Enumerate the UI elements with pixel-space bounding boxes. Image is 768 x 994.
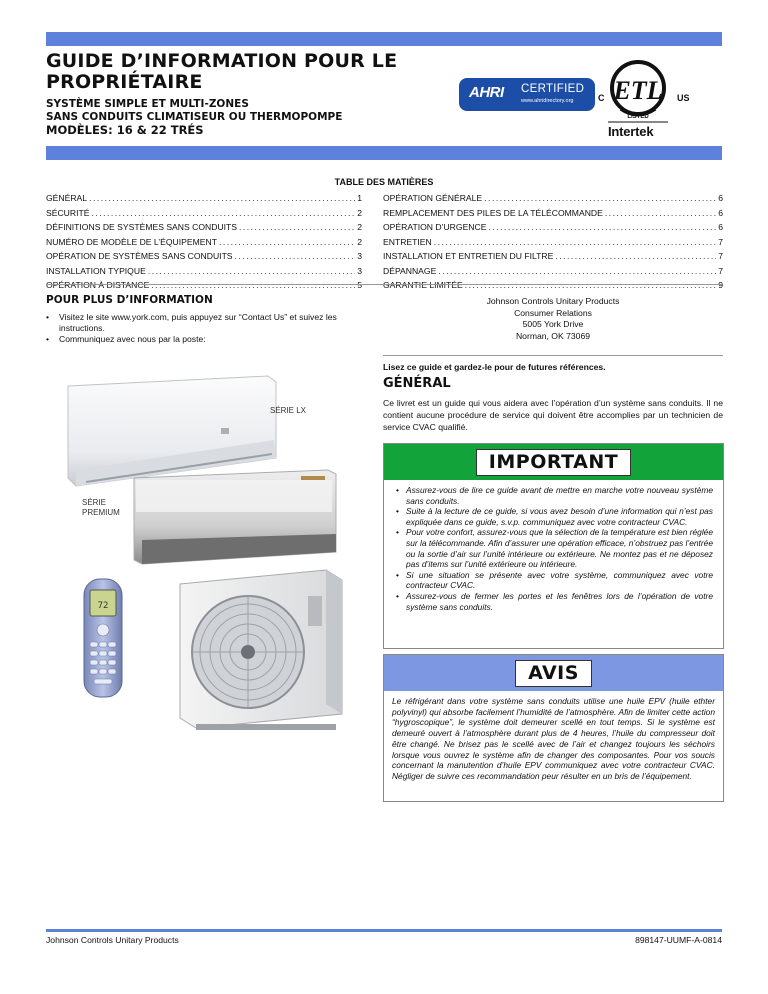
toc-entry[interactable]: NUMÉRO DE MODÈLE DE L’ÉQUIPEMENT ..... 2	[46, 235, 362, 250]
important-item: • Assurez-vous de fermer les portes et les fenêtres lors de l’opération de votre système sans conduits.	[396, 591, 713, 612]
important-item: • Pour votre confort, assurez-vous que la sélection de la température est bien réglée sur la télécommande. Afin d’assurer une opération efficace, n’obstruez pas l’entrée ou la sortie d’air sur l’unité intérieure ou extérieure. Ne montez pas et ne déposez pas d’items sur l’unité extérieure ou intérieure.	[396, 527, 713, 569]
info-list	[46, 312, 356, 345]
ahri-certified-logo: AHRI CERTIFIED www.ahridirectory.org	[459, 78, 595, 111]
general-text: Ce livret est un guide qui vous aidera avec l’opération d’un système sans conduits. Il ne contient aucune procédure de service qui doivent être accomplies par un technicien de service CVAC qualifié.	[383, 398, 723, 432]
toc-title: TABLE DES MATIÈRES	[334, 177, 434, 187]
footer-bar	[46, 929, 722, 932]
mailing-address	[383, 296, 723, 342]
avis-text: Le réfrigérant dans votre système sans conduits utilise une huile EPV (huile ethter polyvinyl) qui absorbe facilement l’humidité de l’atmosphère. Afin de limiter cette action “hygroscopique”, le système doit demeurer scellé en tout temps. Si le système est demeuré ouvert à l’atmosphère durant plus de 4 heures, l’huile du compresseur doit être changé. Ne brisez pas le scellé avec de l’air et changez toujours les séchoirs lorsque vous ouvrez le système afin de changer des composantes. Pour vos soucis concernant la manutention d’huile EPV communiquez avec votre contracteur CVAC. Négliger de suivre ces recommandation peur résulter en un bris de l’équipement.	[392, 696, 715, 781]
subtitle-line: SANS CONDUITS CLIMATISEUR OU THERMOPOMPE	[46, 111, 343, 123]
svg-text:ETL: ETL	[613, 76, 663, 105]
models-line: MODÈLES: 16 & 22 TRÉS	[46, 123, 204, 137]
toc-entry[interactable]: GARANTIE LIMITÉE ..... 9	[383, 278, 723, 293]
toc-left-column	[46, 191, 362, 293]
premium-series-label: SÉRIE PREMIUM	[82, 498, 120, 517]
toc-entry[interactable]: REMPLACEMENT DES PILES DE LA TÉLÉCOMMANDE ..... 6	[383, 206, 723, 221]
document-subtitle	[46, 98, 342, 137]
info-item: • Communiquez avec nous par la poste:	[46, 334, 356, 345]
intertek-logo: Intertek	[608, 124, 654, 139]
toc-entry[interactable]: INSTALLATION TYPIQUE ..... 3	[46, 264, 362, 279]
important-item: • Suite à la lecture de ce guide, si vous avez besoin d’une information qui n’est pas expliquée dans ce guide, s.v.p. communiquez avec votre contracteur CVAC.	[396, 506, 713, 527]
header-bottom-bar	[46, 146, 722, 160]
avis-title: AVIS	[515, 660, 592, 687]
address-line: 5005 York Drive	[522, 319, 584, 329]
lx-series-label: SÉRIE LX	[270, 406, 307, 415]
toc-entry[interactable]: GÉNÉRAL ..... 1	[46, 191, 362, 206]
toc-divider	[46, 284, 722, 285]
header-top-bar	[46, 32, 722, 46]
footer-doc-number: 898147-UUMF-A-0814	[635, 935, 722, 945]
address-line: Consumer Relations	[514, 307, 592, 318]
toc-entry[interactable]: DÉFINITIONS DE SYSTÈMES SANS CONDUITS ..... 2	[46, 220, 362, 235]
important-title: IMPORTANT	[476, 449, 631, 476]
important-list	[384, 485, 723, 612]
address-line: Norman, OK 73069	[515, 330, 591, 341]
toc-entry[interactable]: OPÉRATION DE SYSTÈMES SANS CONDUITS ..... 3	[46, 249, 362, 264]
premium-indoor-unit	[134, 470, 336, 564]
etl-us-mark: US	[677, 93, 690, 103]
lx-indoor-unit	[68, 376, 276, 486]
svg-text:72: 72	[97, 601, 109, 611]
toc-entry[interactable]: DÉPANNAGE ..... 7	[383, 264, 723, 279]
toc-entry[interactable]: OPÉRATION D’URGENCE ..... 6	[383, 220, 723, 235]
svg-text:LISTED: LISTED	[627, 114, 649, 120]
general-heading: GÉNÉRAL	[383, 376, 451, 391]
product-photo	[46, 374, 372, 822]
address-divider	[383, 355, 723, 356]
avis-box	[383, 654, 724, 802]
keep-guide-note: Lisez ce guide et gardez-le pour de futures références.	[383, 362, 606, 372]
subtitle-line: SYSTÈME SIMPLE ET MULTI-ZONES	[46, 98, 249, 110]
toc-right-column	[383, 191, 723, 293]
info-heading: POUR PLUS D’INFORMATION	[46, 294, 213, 306]
important-header	[384, 444, 723, 480]
document-title: GUIDE D’INFORMATION POUR LE PROPRIÉTAIRE	[46, 50, 398, 93]
important-item: • Si une situation se présente avec votre système, communiquez avec votre contracteur CVAC.	[396, 570, 713, 591]
avis-header	[384, 655, 723, 691]
toc-entry[interactable]: OPÉRATION À DISTANCE ..... 5	[46, 278, 362, 293]
toc-entry[interactable]: ENTRETIEN ..... 7	[383, 235, 723, 250]
address-line: Johnson Controls Unitary Products	[486, 296, 620, 306]
important-item: • Assurez-vous de lire ce guide avant de mettre en marche votre nouveau système sans conduits.	[396, 485, 713, 506]
outdoor-unit	[180, 570, 342, 730]
toc-entry[interactable]: SÉCURITÉ ..... 2	[46, 206, 362, 221]
footer-company: Johnson Controls Unitary Products	[46, 935, 179, 945]
toc-entry[interactable]: INSTALLATION ET ENTRETIEN DU FILTRE ..... 7	[383, 249, 723, 264]
info-item: • Visitez le site www.york.com, puis appuyez sur “Contact Us” et suivez les instructions.	[46, 312, 356, 334]
toc-entry[interactable]: OPÉRATION GÉNÉRALE ..... 6	[383, 191, 723, 206]
important-box	[383, 443, 724, 649]
etl-c-mark: C	[598, 93, 605, 103]
remote-control	[84, 579, 122, 697]
